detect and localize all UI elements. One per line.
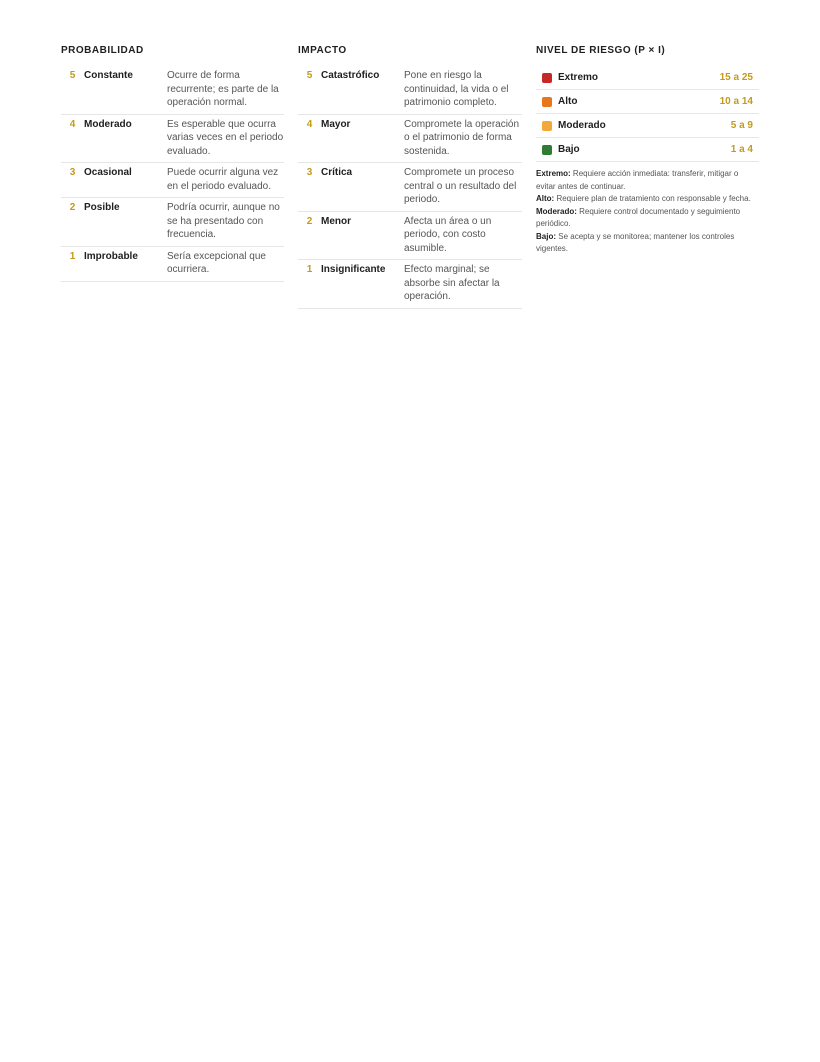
impact-description: Afecta un área o un periodo, con costo asumible. [404,215,492,254]
probability-description: Sería excepcional que ocurriera. [167,250,266,275]
probability-description: Podría ocurrir, aunque no se ha presentado con frecuencia. [167,202,280,240]
risk-level-name: Bajo [558,144,580,155]
risk-note-label: Extremo: [536,169,571,178]
risk-level-row [536,66,759,90]
risk-level-row [536,114,759,138]
risk-color-swatch [542,121,552,131]
risk-note [536,231,759,256]
risk-level-range: 15 a 25 [719,72,753,83]
impact-description: Compromete un proceso central o un resultado del periodo. [404,167,517,205]
risk-level-row [536,138,759,162]
probability-name: Moderado [84,118,132,130]
impact-name: Catastrófico [321,70,380,81]
probability-name: Posible [84,202,120,213]
impact-name: Menor [321,215,351,227]
impact-row [298,260,522,309]
impact-row [298,115,522,164]
impact-level: 4 [306,118,313,130]
impact-list [298,66,522,309]
impact-name: Insignificante [321,264,386,275]
risk-note [536,168,759,193]
probability-row [61,115,284,164]
probability-column [61,44,284,282]
probability-description: Es esperable que ocurra varias veces en el periodo evaluado. [167,118,284,157]
probability-list [61,66,284,282]
probability-row [61,247,284,282]
risk-note [536,206,759,231]
risk-level-range: 5 a 9 [730,120,753,131]
probability-description: Ocurre de forma recurrente; es parte de la operación normal. [167,70,279,108]
probability-level: 5 [69,70,76,81]
impact-level: 5 [306,70,313,81]
probability-row [61,163,284,198]
impact-row [298,212,522,261]
probability-row [61,66,284,115]
impact-name: Crítica [321,167,353,178]
probability-level: 1 [69,250,76,262]
probability-row [61,198,284,247]
risk-level-range: 1 a 4 [730,144,753,155]
impact-description: Compromete la operación o el patrimonio de forma sostenida. [404,118,520,157]
risk-color-swatch [542,97,552,107]
risk-level-name: Extremo [558,72,599,83]
probability-description: Puede ocurrir alguna vez en el periodo evaluado. [167,167,279,192]
risk-level-name: Moderado [558,120,606,131]
risk-level-column [536,44,759,256]
impact-level: 1 [306,264,313,275]
risk-level-title: NIVEL DE RIESGO (P × I) [536,45,666,56]
risk-note-text: Se acepta y se monitorea; mantener los controles vigentes. [536,231,735,253]
risk-note-text: Requiere control documentado y seguimiento periódico. [536,206,741,228]
impact-description: Pone en riesgo la continuidad, la vida o el patrimonio completo. [404,70,509,108]
probability-name: Improbable [84,250,138,262]
risk-note-label: Bajo: [536,231,556,241]
probability-title: PROBABILIDAD [61,45,144,56]
impact-level: 3 [306,167,313,178]
risk-level-row [536,90,759,114]
probability-level: 3 [69,167,76,178]
risk-color-swatch [542,73,552,83]
impact-row [298,163,522,212]
risk-level-name: Alto [558,96,578,107]
impact-level: 2 [306,215,313,227]
risk-color-swatch [542,145,552,155]
risk-note [536,193,759,206]
probability-level: 4 [69,118,76,130]
risk-notes [536,168,759,256]
probability-name: Constante [84,70,133,81]
risk-level-list [536,66,759,162]
risk-note-label: Moderado: [536,206,577,216]
impact-title: IMPACTO [298,45,347,56]
probability-name: Ocasional [84,167,132,178]
probability-level: 2 [69,202,76,213]
impact-column [298,44,522,309]
risk-level-range: 10 a 14 [719,96,753,107]
risk-note-label: Alto: [536,194,555,203]
impact-row [298,66,522,115]
risk-note-text: Requiere plan de tratamiento con responsable y fecha. [556,194,751,203]
risk-note-text: Requiere acción inmediata: transferir, mitigar o evitar antes de continuar. [536,169,739,191]
impact-name: Mayor [321,118,351,130]
impact-description: Efecto marginal; se absorbe sin afectar la operación. [404,264,500,302]
